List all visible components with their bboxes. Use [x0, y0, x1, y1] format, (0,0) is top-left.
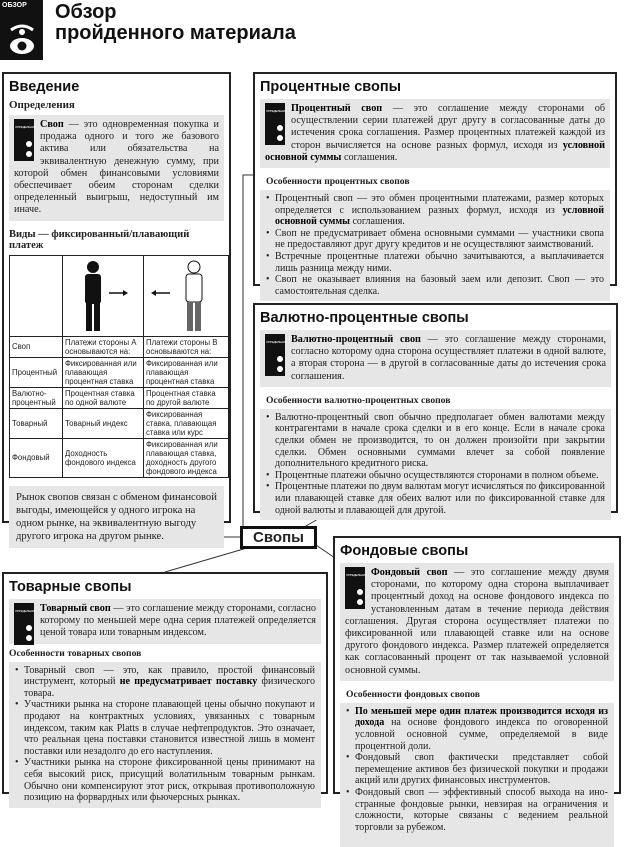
- title-line-1: Обзор: [55, 1, 117, 23]
- text-segment: Своп не оказывает влияния на базовый заем или депозит. Своп — это самостоятельная сделка.: [275, 274, 604, 297]
- text-segment: Фондовый своп — эффективный способ выхода на ино-странные фондовые рынки, невзирая на ограничения и сложности, которые связаны с ведением реальной торговли за рубежом.: [355, 786, 608, 833]
- swap-types-table: [9, 255, 229, 478]
- text-segment: Фондовый своп фактически представляет собой перемещение активов без физической покупки и продажи акций или других финансовых инструментов.: [355, 752, 608, 787]
- definition-icon: ОПРЕДЕЛЕНИЕ: [14, 603, 34, 645]
- text-segment: физического товара.: [24, 676, 315, 699]
- feature-item: [266, 481, 605, 516]
- page-title: [55, 2, 296, 44]
- text-segment: Процентные платежи обычно осуществляются сторонами в полном объеме.: [275, 469, 599, 481]
- text-segment: — это соглашение между сторонами, согласно которому по меньшей мере одна серия платежей определяется ценой товара или товарным индексом.: [40, 603, 316, 639]
- definition-text: [40, 603, 316, 638]
- features-list: [9, 662, 321, 808]
- definition-text: [265, 103, 605, 163]
- features-title: Особенности фондовых свопов: [346, 688, 480, 700]
- table-row: Валютно-процентный Процентная ставка по одной валюте Процентная ставка по другой валюте: [10, 387, 229, 408]
- section-title: Введение: [9, 79, 80, 95]
- bold-term: Фондовый своп: [371, 567, 448, 578]
- feature-item: [15, 665, 315, 700]
- table-header: Своп: [10, 336, 63, 357]
- intro-section: [2, 72, 231, 542]
- text-segment: на основе фондового индекса по оговоренной условной основной сумме, определяемой в виде процентной доли.: [355, 717, 608, 752]
- text-segment: Валютно-процентный своп обычно предполагает обмен валютами между контрагентами в начале срока сделки и в его конце. Если в начале срока сделки обмен не производится, то он должен произойти при закрытии сделки. Обмен основными суммами влечет за собой появление дополнительного кредитного риска.: [275, 411, 605, 470]
- text-segment: Участники рынка на стороне фиксированной цены принимают на себя высокий риск, присущий волатильным товарным рынкам. Обычно они компенсируют этот риск, открывая противоположную позицию на форвардных или фьючерсных рынках.: [24, 757, 315, 804]
- eye-icon: [8, 22, 36, 56]
- feature-item: [346, 752, 608, 787]
- table-row: Фондовый Доходность фондового индекса Фиксированная или плавающая ставка, доходность другого фондового индекса: [10, 438, 229, 477]
- features-title: Особенности товарных свопов: [9, 647, 142, 659]
- definition-icon: ОПРЕДЕЛЕНИЕ: [14, 119, 34, 161]
- commodity-swaps-section: [2, 572, 328, 804]
- definition-text: [291, 334, 606, 382]
- features-list: [340, 703, 614, 847]
- types-title: Виды — фиксированный/плавающий платеж: [9, 228, 190, 251]
- text-segment: — это соглашение между сторонами, согласно которому одна сторона осуществляет платежи в одной валюте, а вторая сторона — в другой в согласованные даты до истечения срока соглашения.: [291, 334, 606, 382]
- section-title: Валютно-процентные свопы: [260, 310, 469, 326]
- party-b-figure: [144, 255, 229, 336]
- definitions-subtitle: Определения: [9, 99, 75, 111]
- text-segment: Своп не предусматривает обмена основными суммами — участники свопа не предоставляют друг другу кредитов и не осуществляют заимствований.: [275, 227, 604, 251]
- bold-term: Валютно-процентный своп: [291, 334, 421, 345]
- definition-icon: ОПРЕДЕЛЕНИЕ: [265, 103, 285, 145]
- section-title: Фондовые свопы: [340, 543, 469, 559]
- center-node-swaps: Свопы: [240, 526, 317, 549]
- definition-block: [260, 330, 611, 387]
- text-segment: — это одновременная покупка и продажа одного и того же базового актива или обязательства на эквивалентную денежную сумму, при которой обмен финансовыми условиями обеспечивает обеим сторонам сделки определенный выигрыш, недоступный им иначе.: [14, 119, 219, 216]
- definition-icon: ОПРЕДЕЛЕНИЕ: [345, 567, 365, 609]
- feature-item: [266, 274, 604, 297]
- features-title: Особенности процентных свопов: [266, 176, 410, 188]
- feature-item: [266, 412, 605, 470]
- text-segment: Участники рынка на стороне плавающей цены обычно покупают и продают на контрактных условиях, увязанных с товарным индексом, таким как Platts в случае нефтепродуктов. Это означает, что реальная цена поставки становится известной лишь в момент поставки или незадолго до его наступления.: [24, 699, 315, 757]
- table-row: Товарный Товарный индекс Фиксированная ставка, плавающая ставка или курс: [10, 408, 229, 438]
- table-row: Процентный Фиксированная или плавающая процентная ставка Фиксированная или плавающая процентная ставка: [10, 357, 229, 387]
- title-line-2: пройденного материала: [55, 22, 296, 44]
- text-segment: — это соглашение между сторонами об осуществлении серии платежей друг другу в согласованные даты до истечения срока соглашения. Размер процентных платежей каждой из сторон вычисляется на основе разных формул, исходя из: [291, 103, 605, 151]
- party-a-figure: [63, 255, 144, 336]
- features-list: [260, 190, 610, 301]
- currency-swaps-section: [253, 303, 618, 516]
- bold-term: По меньшей мере один платеж производится исходя из дохода: [355, 705, 608, 729]
- feature-item: [266, 228, 604, 251]
- feature-item: [15, 699, 315, 757]
- definition-block: [340, 563, 614, 681]
- market-note: Рынок свопов связан с обменом финансовой выгоды, имеющейся у одного игрока на одном рынке, на эквивалентную выгоду другого игрока на другом рынке.: [9, 486, 224, 548]
- bold-term: условной основной суммы: [275, 204, 604, 228]
- feature-item: [346, 787, 608, 833]
- text-segment: Процентные платежи по двум валютам могут исчисляться по фиксированной или плавающей ставке для обеих валют или по фиксированной ставке для одной валюты и плавающей для другой.: [275, 481, 605, 516]
- overview-icon: [0, 0, 43, 60]
- bold-term: Товарный своп: [40, 603, 111, 614]
- feature-item: [266, 470, 605, 482]
- feature-item: [346, 706, 608, 752]
- overview-badge: ОБЗОР: [2, 2, 27, 9]
- text-segment: соглашения.: [349, 216, 405, 228]
- bold-term: не предусматривает поставку: [119, 676, 258, 688]
- bold-term: Процентный своп: [291, 103, 383, 114]
- section-title: Товарные свопы: [9, 579, 132, 595]
- bold-term: условной основной суммы: [265, 139, 605, 163]
- interest-swaps-section: [253, 72, 617, 297]
- text-segment: Товарный своп — это, как правило, простой финансовый инструмент, который: [24, 664, 315, 688]
- features-list: [260, 409, 611, 520]
- bold-term: Своп: [40, 119, 64, 130]
- features-title: Особенности валютно-процентных свопов: [266, 394, 451, 406]
- feature-item: [15, 757, 315, 803]
- definition-text: [345, 567, 609, 676]
- feature-item: [266, 193, 604, 228]
- definition-block: [260, 99, 610, 168]
- definition-block: [9, 599, 321, 644]
- section-title: Процентные свопы: [260, 79, 401, 95]
- text-segment: Встречные процентные платежи обычно зачитываются, а выплачивается лишь разница между ними.: [275, 250, 604, 274]
- text-segment: Процентный своп — это обмен процентными платежами, размер которых определяется с использованием разных формул, исходя из: [275, 193, 604, 216]
- feature-item: [266, 251, 604, 274]
- table-header: Платежи стороны А основываются на:: [63, 336, 144, 357]
- text-segment: соглашения.: [341, 151, 398, 163]
- text-segment: — это соглашение между двумя сторонами, по которому одна сторона выплачивает процентный доход на основе фондового индекса по установленным датам в течение периода действия соглашения. Другая сторона осуществляет платежи по фиксированной или плавающей ставке или на основе другого фондового индекса. Размер платежей определяется как согласованный процент от так называемой условной основной суммы.: [345, 567, 609, 676]
- equity-swaps-section: [333, 536, 621, 833]
- definition-icon: ОПРЕДЕЛЕНИЕ: [265, 334, 285, 376]
- table-header: Платежи стороны В основываются на:: [144, 336, 229, 357]
- definition-text: [14, 119, 219, 215]
- definition-block: [9, 115, 224, 221]
